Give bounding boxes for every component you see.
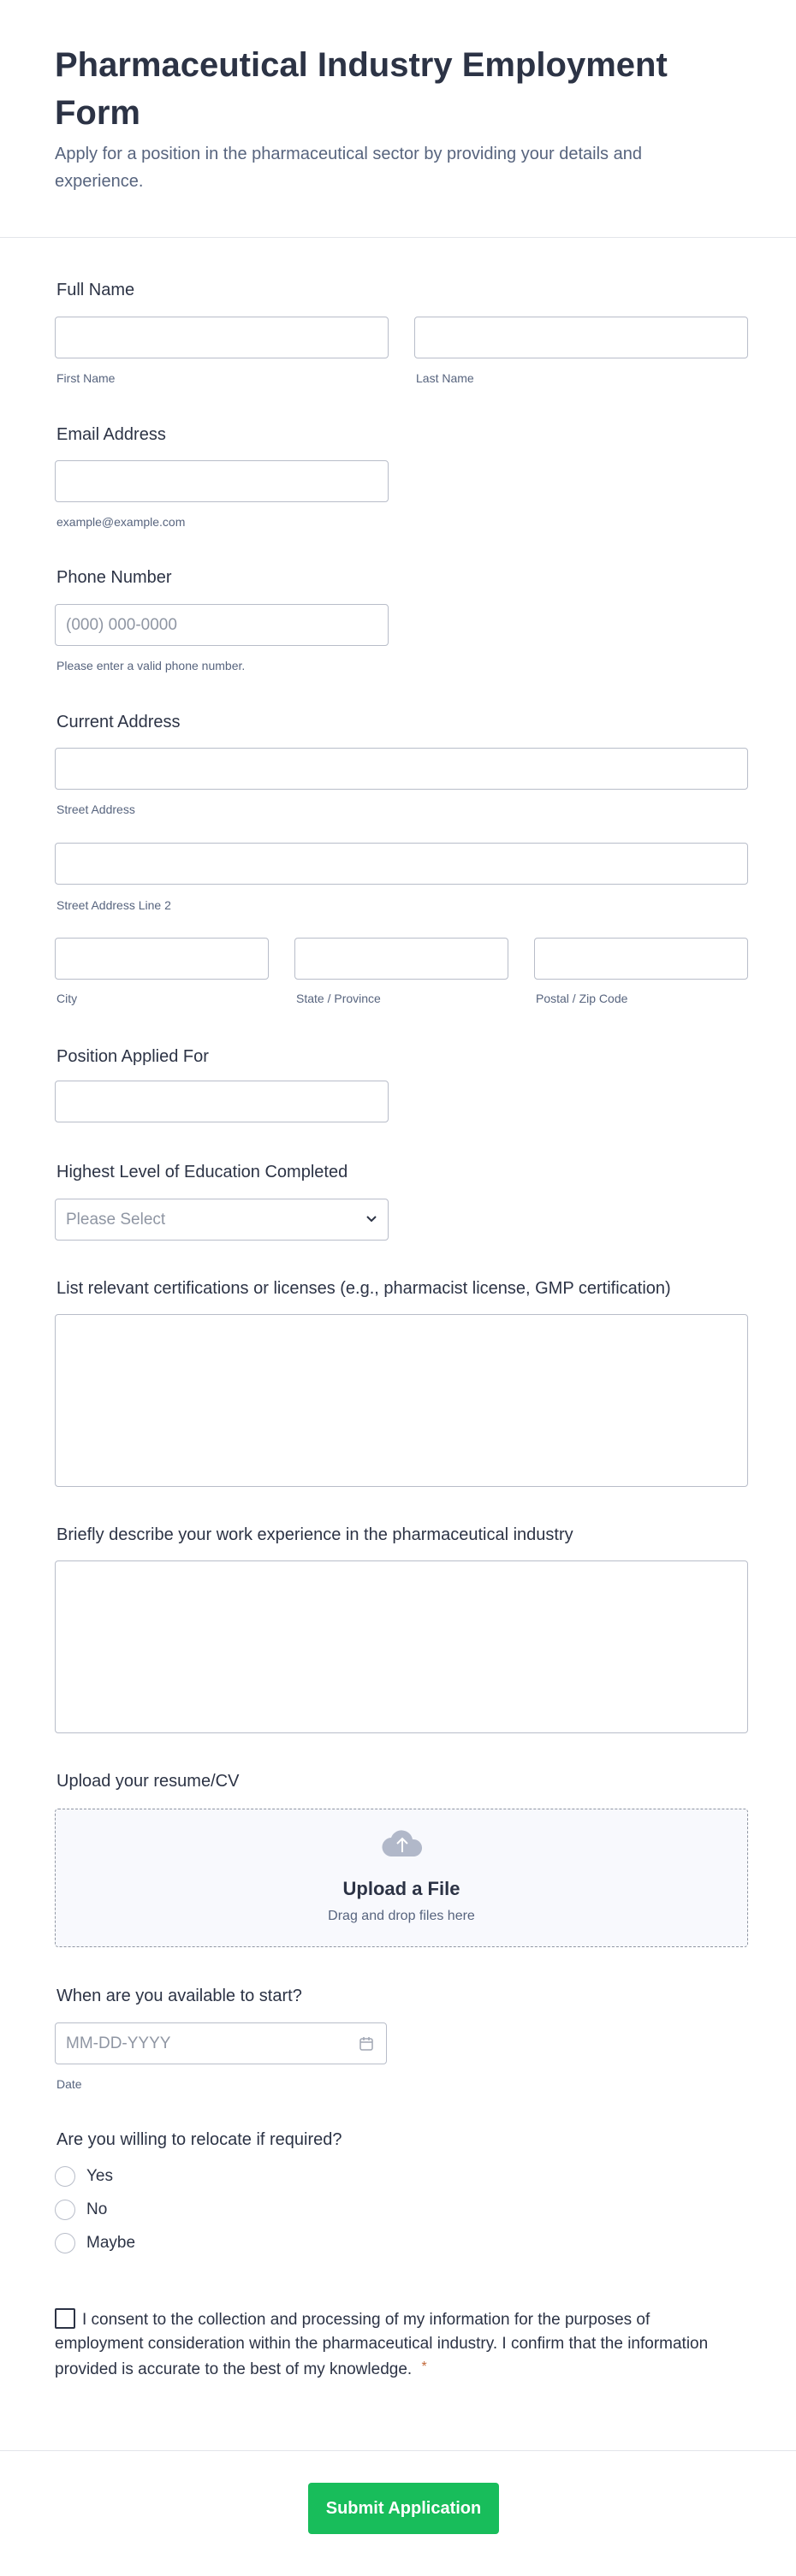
position-input[interactable] <box>55 1081 389 1122</box>
header-divider <box>0 237 796 238</box>
consent-text: I consent to the collection and processing of my information for the purposes of employment consideration within the pharmaceutical industry. I confirm that the information provided is accurate to the best of my knowledge. <box>55 2311 709 2378</box>
date-placeholder: MM-DD-YYYY <box>66 2034 171 2052</box>
email-input[interactable] <box>55 460 389 502</box>
radio-yes[interactable] <box>55 2166 75 2187</box>
date-sublabel: Date <box>56 2077 82 2091</box>
consent-checkbox[interactable] <box>55 2308 75 2329</box>
required-asterisk: * <box>421 2360 427 2374</box>
city-input[interactable] <box>55 938 269 980</box>
certifications-label: List relevant certifications or licenses (e.g., pharmacist license, GMP certification) <box>56 1279 671 1298</box>
relocate-label: Are you willing to relocate if required? <box>56 2130 342 2149</box>
radio-maybe[interactable] <box>55 2233 75 2253</box>
email-label: Email Address <box>56 425 166 444</box>
chevron-down-icon <box>365 1215 377 1223</box>
position-label: Position Applied For <box>56 1047 209 1066</box>
education-select[interactable] <box>55 1199 389 1241</box>
education-label: Highest Level of Education Completed <box>56 1163 348 1181</box>
radio-no[interactable] <box>55 2200 75 2220</box>
phone-input[interactable] <box>55 604 389 646</box>
street2-sublabel: Street Address Line 2 <box>56 898 171 912</box>
education-selected: Please Select <box>66 1211 166 1229</box>
first-name-sublabel: First Name <box>56 371 116 385</box>
phone-placeholder: (000) 000-0000 <box>66 616 177 634</box>
last-name-input[interactable] <box>414 317 748 358</box>
upload-title: Upload a File <box>342 1878 460 1899</box>
experience-label: Briefly describe your work experience in the pharmaceutical industry <box>56 1525 573 1544</box>
city-sublabel: City <box>56 992 78 1005</box>
zip-input[interactable] <box>534 938 748 980</box>
radio-yes-label[interactable]: Yes <box>86 2167 113 2185</box>
phone-label: Phone Number <box>56 568 172 587</box>
street2-input[interactable] <box>55 843 748 885</box>
state-input[interactable] <box>294 938 508 980</box>
zip-sublabel: Postal / Zip Code <box>536 992 628 1005</box>
submit-button[interactable]: Submit Application <box>308 2483 499 2534</box>
upload-dropzone[interactable] <box>55 1809 748 1947</box>
street-input[interactable] <box>55 748 748 790</box>
phone-sublabel: Please enter a valid phone number. <box>56 659 246 672</box>
experience-textarea[interactable] <box>55 1560 748 1733</box>
full-name-label: Full Name <box>56 281 135 299</box>
footer-divider <box>0 2450 796 2451</box>
first-name-input[interactable] <box>55 317 389 358</box>
address-label: Current Address <box>56 713 181 731</box>
upload-hint: Drag and drop files here <box>328 1909 475 1923</box>
upload-label: Upload your resume/CV <box>56 1772 240 1791</box>
cloud-upload-icon <box>382 1828 423 1857</box>
street-sublabel: Street Address <box>56 802 135 816</box>
radio-no-label[interactable]: No <box>86 2200 108 2218</box>
certifications-textarea[interactable] <box>55 1314 748 1487</box>
page-subtitle: Apply for a position in the pharmaceutical sector by providing your details and experience. <box>55 145 642 191</box>
consent-block <box>55 2308 722 2382</box>
start-date-input[interactable] <box>55 2022 387 2064</box>
state-sublabel: State / Province <box>296 992 381 1005</box>
start-date-label: When are you available to start? <box>56 1987 302 2005</box>
calendar-icon[interactable] <box>359 2036 374 2052</box>
last-name-sublabel: Last Name <box>416 371 474 385</box>
email-sublabel: example@example.com <box>56 515 186 529</box>
radio-maybe-label[interactable]: Maybe <box>86 2234 136 2252</box>
page-title: Pharmaceutical Industry Employment Form <box>55 46 668 132</box>
